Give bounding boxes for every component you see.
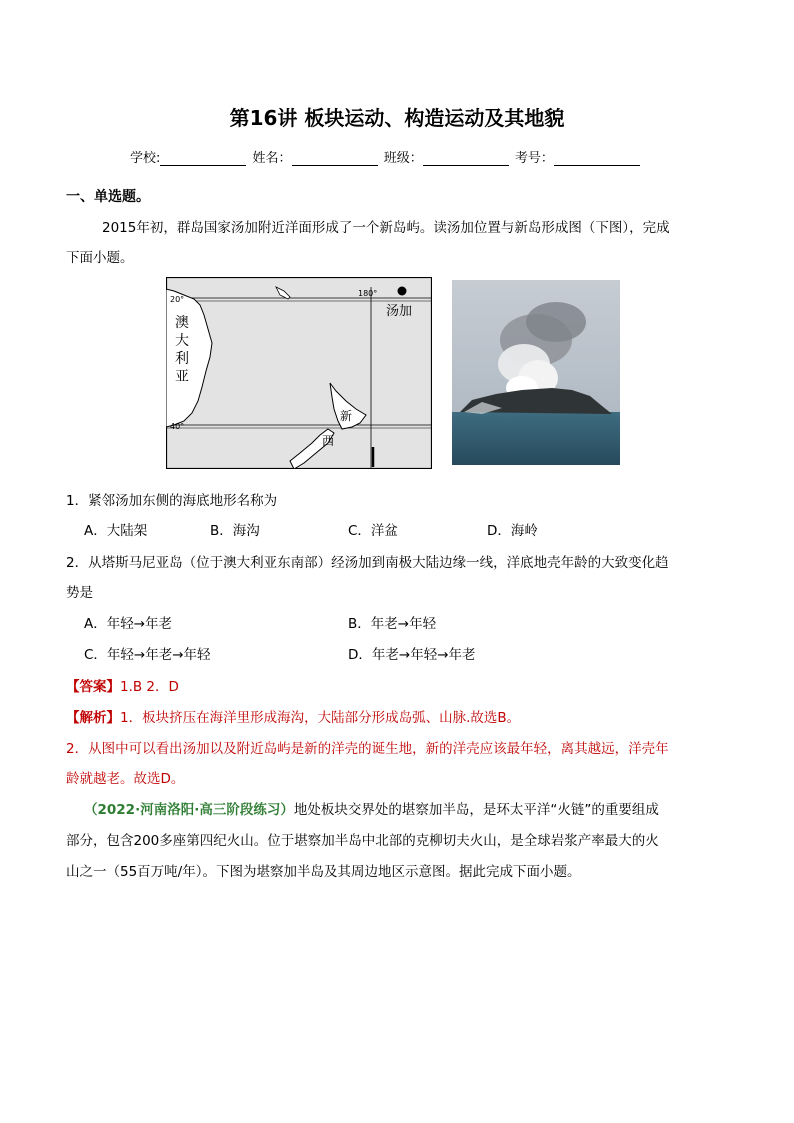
q1-option-d[interactable]: D．海岭 <box>487 523 538 539</box>
name-label: 姓名： <box>252 151 292 166</box>
answer-line <box>66 675 179 695</box>
page-title: 第16讲 板块运动、构造运动及其地貌 <box>229 106 565 130</box>
q1-option-a[interactable]: A．大陆架 <box>84 523 148 539</box>
lon-label: 180° <box>358 289 378 298</box>
passage2-line-1-text: 地处板块交界处的堪察加半岛，是环太平洋“火链”的重要组成 <box>293 802 659 818</box>
exam-no-label: 考号： <box>514 151 554 166</box>
school-blank[interactable] <box>160 152 246 166</box>
australia-char-1: 澳 <box>175 315 189 331</box>
q2-option-d[interactable]: D．年老→年轻→年老 <box>348 647 476 663</box>
intro-line-2: 下面小题。 <box>66 250 134 266</box>
passage2-line-2: 部分，包含200多座第四纪火山。位于堪察加半岛中北部的克柳切夫火山，是全球岩浆产率最大的火 <box>66 833 659 849</box>
q2-stem-line-1: 2．从塔斯马尼亚岛（位于澳大利亚东南部）经汤加到南极大陆边缘一线，洋底地壳年龄的大致变化趋 <box>66 555 669 571</box>
analysis-label: 【解析】 <box>66 710 120 726</box>
student-info-line <box>130 147 642 166</box>
intro-line-1: 2015年初，群岛国家汤加附近洋面形成了一个新岛屿。读汤加位置与新岛形成图（下图），完成 <box>102 220 670 236</box>
q2-stem-line-2: 势是 <box>66 585 93 601</box>
answer-body: 1.B 2．D <box>120 679 179 695</box>
lat-bottom-label: 40° <box>170 422 185 431</box>
analysis-text-1: 1．板块挤压在海洋里形成海沟，大陆部分形成岛弧、山脉.故选B。 <box>120 710 521 726</box>
passage2-line-3: 山之一（55百万吨/年）。下图为堪察加半岛及其周边地区示意图。据此完成下面小题。 <box>66 864 581 880</box>
q1-option-c[interactable]: C．洋盆 <box>348 523 398 539</box>
school-label: 学校: <box>130 151 161 166</box>
section-heading: 一、单选题。 <box>66 189 150 205</box>
q2-option-a[interactable]: A．年轻→年老 <box>84 616 173 632</box>
q1-stem: 1．紧邻汤加东侧的海底地形名称为 <box>66 493 278 509</box>
q1-option-b[interactable]: B．海沟 <box>210 523 260 539</box>
tonga-label: 汤加 <box>386 304 413 319</box>
class-label: 班级： <box>383 151 423 166</box>
nz-char-1: 新 <box>340 409 353 423</box>
q2-option-c[interactable]: C．年轻→年老→年轻 <box>84 647 211 663</box>
australia-char-3: 利 <box>175 351 189 367</box>
australia-char-4: 亚 <box>175 369 189 385</box>
new-island-volcano-photo <box>452 280 620 465</box>
q2-option-b[interactable]: B．年老→年轻 <box>348 616 437 632</box>
nz-char-2: 西 <box>322 434 335 448</box>
analysis-line-1 <box>66 706 520 726</box>
name-blank[interactable] <box>292 152 378 166</box>
analysis-line-2: 2．从图中可以看出汤加以及附近岛屿是新的洋壳的诞生地，新的洋壳应该最年轻，离其越远，洋壳年 <box>66 741 669 757</box>
tonga-location-map <box>166 277 432 469</box>
answer-label: 【答案】 <box>66 679 120 695</box>
passage2-source: （2022·河南洛阳·高三阶段练习） <box>84 802 294 818</box>
exam-no-blank[interactable] <box>554 152 640 166</box>
analysis-line-3: 龄就越老。故选D。 <box>66 771 185 787</box>
class-blank[interactable] <box>423 152 509 166</box>
australia-char-2: 大 <box>175 333 189 349</box>
passage2-line-1 <box>84 798 659 818</box>
lat-top-label: 20° <box>170 295 185 304</box>
